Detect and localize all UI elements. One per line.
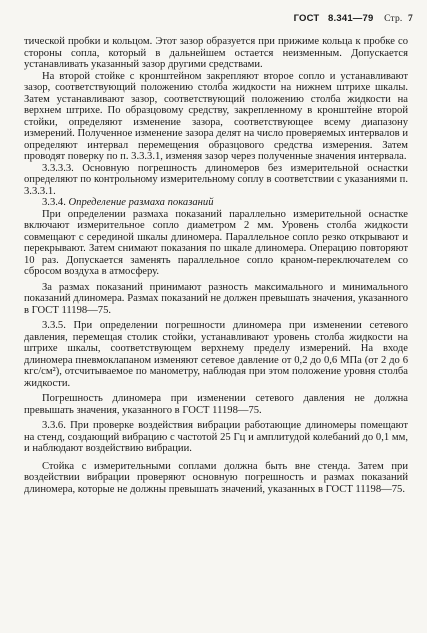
- page-header: [294, 13, 413, 24]
- section-heading: [24, 197, 408, 209]
- document-body: [24, 36, 408, 495]
- paragraph: Погрешность длиномера при изменении сетевого давления не должна превышать значения, указанного в ГОСТ 11198—75.: [24, 393, 408, 416]
- section-title: Определение размаха показаний: [68, 197, 214, 208]
- paragraph: тической пробки и кольцом. Этот зазор образуется при прижиме кольца к пробке со стороны сопла, который в дальнейшем остается неизменным. Допускается устанавливать указанный зазор другими средствами.: [24, 36, 408, 70]
- page-label: Стр.: [384, 14, 403, 24]
- paragraph: На второй стойке с кронштейном закрепляют второе сопло и устанавливают зазор, соответствующий положению столба жидкости на нижнем штрихе шкалы. Затем устанавливают зазор, соответствующий положению столба жидкости на верхнем штрихе. По образцовому средству, закрепленному в кронштейне второй стойки, определяют изменение зазора, соответствующее всему диапазону измерений. Полученное изменение зазора делят на число проверяемых интервалов и определяют интервал перемещения образцового средства измерения. Затем проводят поверку по п. 3.3.3.1, изменяя зазор через полученные значения интервала.: [24, 70, 408, 162]
- standard-number: 8.341—79: [328, 13, 374, 24]
- paragraph: 3.3.5. При определении погрешности длиномера при изменении сетевого давления, перемещая столик стойки, устанавливают уровень столба жидкости на штрихе шкалы, соответствующем верхнему пределу измерений. На входе длиномера пневмоклапаном изменяют сетевое давление от 0,2 до 0,6 МПа (от 2 до 6 кгс/см²), отсчитываемое по манометру, наблюдая при этом положение уровня столба жидкости.: [24, 320, 408, 389]
- paragraph: За размах показаний принимают разность максимального и минимального показаний длиномера. Размах показаний не должен превышать значения, указанного в ГОСТ 11198—75.: [24, 281, 408, 316]
- paragraph: 3.3.6. При проверке воздействия вибрации работающие длиномеры помещают на стенд, создающий вибрацию с частотой 25 Гц и амплитудой колебаний до 0,1 мм, и наблюдают воздействию вибрации.: [24, 420, 408, 454]
- page-number: 7: [408, 14, 413, 24]
- standard-label: ГОСТ: [293, 13, 320, 24]
- section-number: 3.3.4.: [42, 197, 66, 208]
- paragraph: При определении размаха показаний параллельно измерительной оснастке включают измерительное сопло диаметром 2 мм. Уровень столба жидкости совмещают с серединой шкалы длиномера. Параллельное сопло резко открывают и перекрывают. Затем снимают показания по шкале длиномера. Операцию повторяют 10 раз. Допускается заменять параллельное сопло краном-переключателем со сбросом воздуха в атмосферу.: [24, 208, 408, 277]
- paragraph: Стойка с измерительными соплами должна быть вне стенда. Затем при воздействии вибрации проверяют основную погрешность и размах показаний длиномера, которые не должны превышать значений, указанных в ГОСТ 11198—75.: [24, 460, 408, 495]
- paragraph: 3.3.3.3. Основную погрешность длиномеров без измерительной оснастки определяют по контрольному измерительному соплу в соответствии с указаниями п. 3.3.3.1.: [24, 162, 408, 197]
